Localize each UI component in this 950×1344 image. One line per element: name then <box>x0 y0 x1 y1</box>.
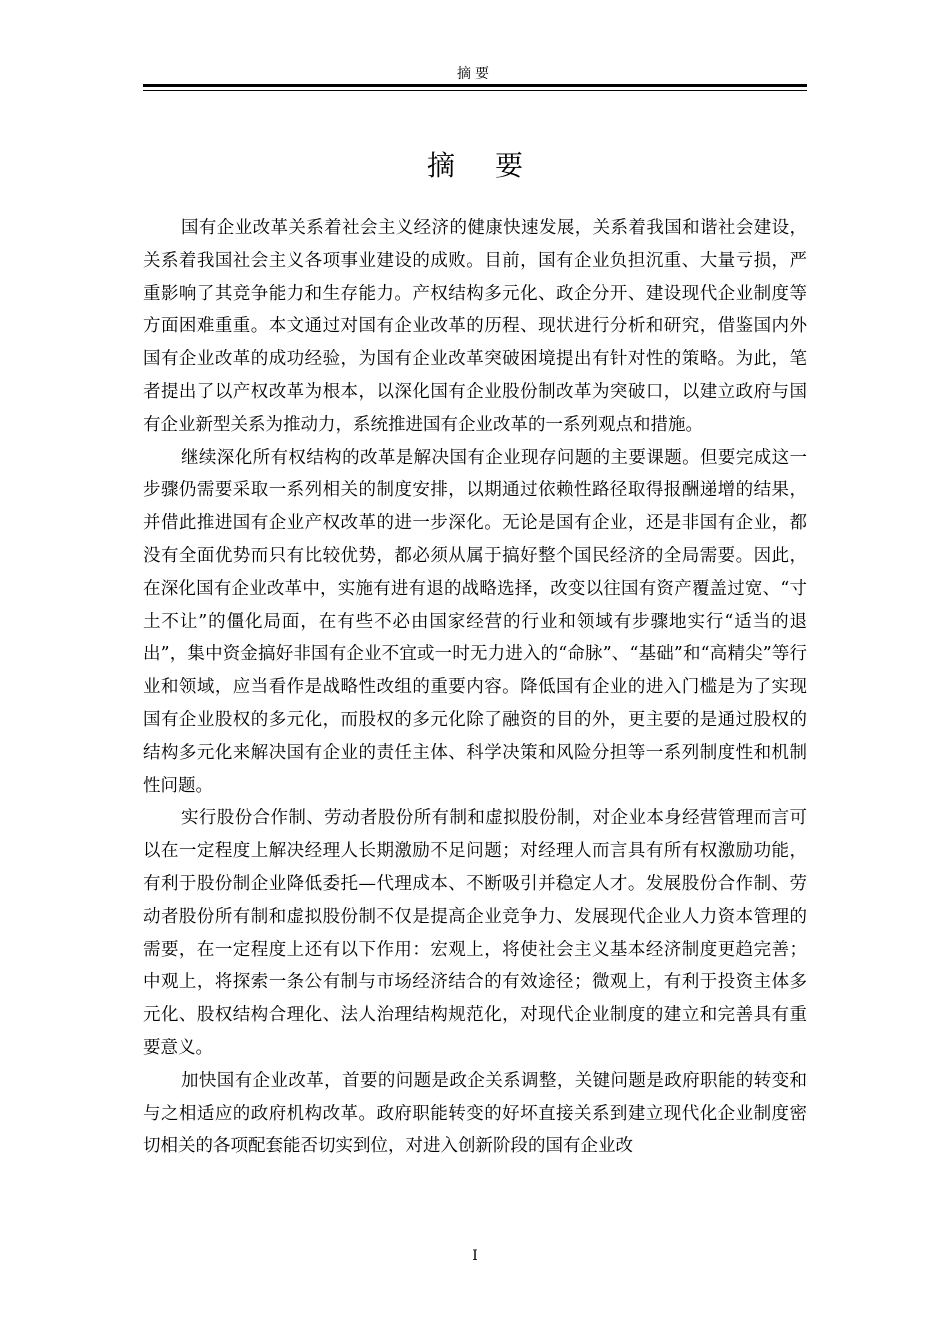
header-rule-thick <box>143 84 807 87</box>
paragraph-1: 国有企业改革关系着社会主义经济的健康快速发展，关系着我国和谐社会建设，关系着我国社会主义各项事业建设的成败。目前，国有企业负担沉重、大量亏损，严重影响了其竞争能力和生存能力。产权结构多元化、政企分开、建设现代企业制度等方面困难重重。本文通过对国有企业改革的历程、现状进行分析和研究，借鉴国内外国有企业改革的成功经验，为国有企业改革突破困境提出有针对性的策略。为此，笔者提出了以产权改革为根本，以深化国有企业股份制改革为突破口，以建立政府与国有企业新型关系为推动力，系统推进国有企业改革的一系列观点和措施。 <box>143 218 807 435</box>
paragraph-3: 实行股份合作制、劳动者股份所有制和虚拟股份制，对企业本身经营管理而言可以在一定程度上解决经理人长期激励不足问题；对经理人而言具有所有权激励功能，有利于股份制企业降低委托—代理成本、不断吸引并稳定人才。发展股份合作制、劳动者股份所有制和虚拟股份制不仅是提高企业竞争力、发展现代企业人力资本管理的需要，在一定程度上还有以下作用：宏观上，将使社会主义基本经济制度更趋完善；中观上，将探索一条公有制与市场经济结合的有效途径；微观上，有利于投资主体多元化、股权结构合理化、法人治理结构规范化，对现代企业制度的建立和完善具有重要意义。 <box>143 808 807 1058</box>
paragraph-4: 加快国有企业改革，首要的问题是政企关系调整，关键问题是政府职能的转变和与之相适应的政府机构改革。政府职能转变的好坏直接关系到建立现代化企业制度密切相关的各项配套能否切实到位，对进入创新阶段的国有企业改 <box>143 1070 807 1157</box>
running-header: 摘要 <box>457 66 493 82</box>
header-rule-thin <box>143 90 807 91</box>
page-title: 摘要 <box>426 149 563 182</box>
paragraph-2: 继续深化所有权结构的改革是解决国有企业现存问题的主要课题。但要完成这一步骤仍需要采取一系列相关的制度安排，以期通过依赖性路径取得报酬递增的结果，并借此推进国有企业产权改革的进一步深化。无论是国有企业，还是非国有企业，都没有全面优势而只有比较优势，都必须从属于搞好整个国民经济的全局需要。因此，在深化国有企业改革中，实施有进有退的战略选择，改变以往国有资产覆盖过宽、“寸土不让”的僵化局面，在有些不必由国家经营的行业和领域有步骤地实行“适当的退出”，集中资金搞好非国有企业不宜或一时无力进入的“命脉”、“基础”和“高精尖”等行业和领域，应当看作是战略性改组的重要内容。降低国有企业的进入门槛是为了实现国有企业股权的多元化，而股权的多元化除了融资的目的外，更主要的是通过股权的结构多元化来解决国有企业的责任主体、科学决策和风险分担等一系列制度性和机制性问题。 <box>143 447 807 796</box>
abstract-body <box>143 212 807 1163</box>
page-number: I <box>472 1248 478 1264</box>
